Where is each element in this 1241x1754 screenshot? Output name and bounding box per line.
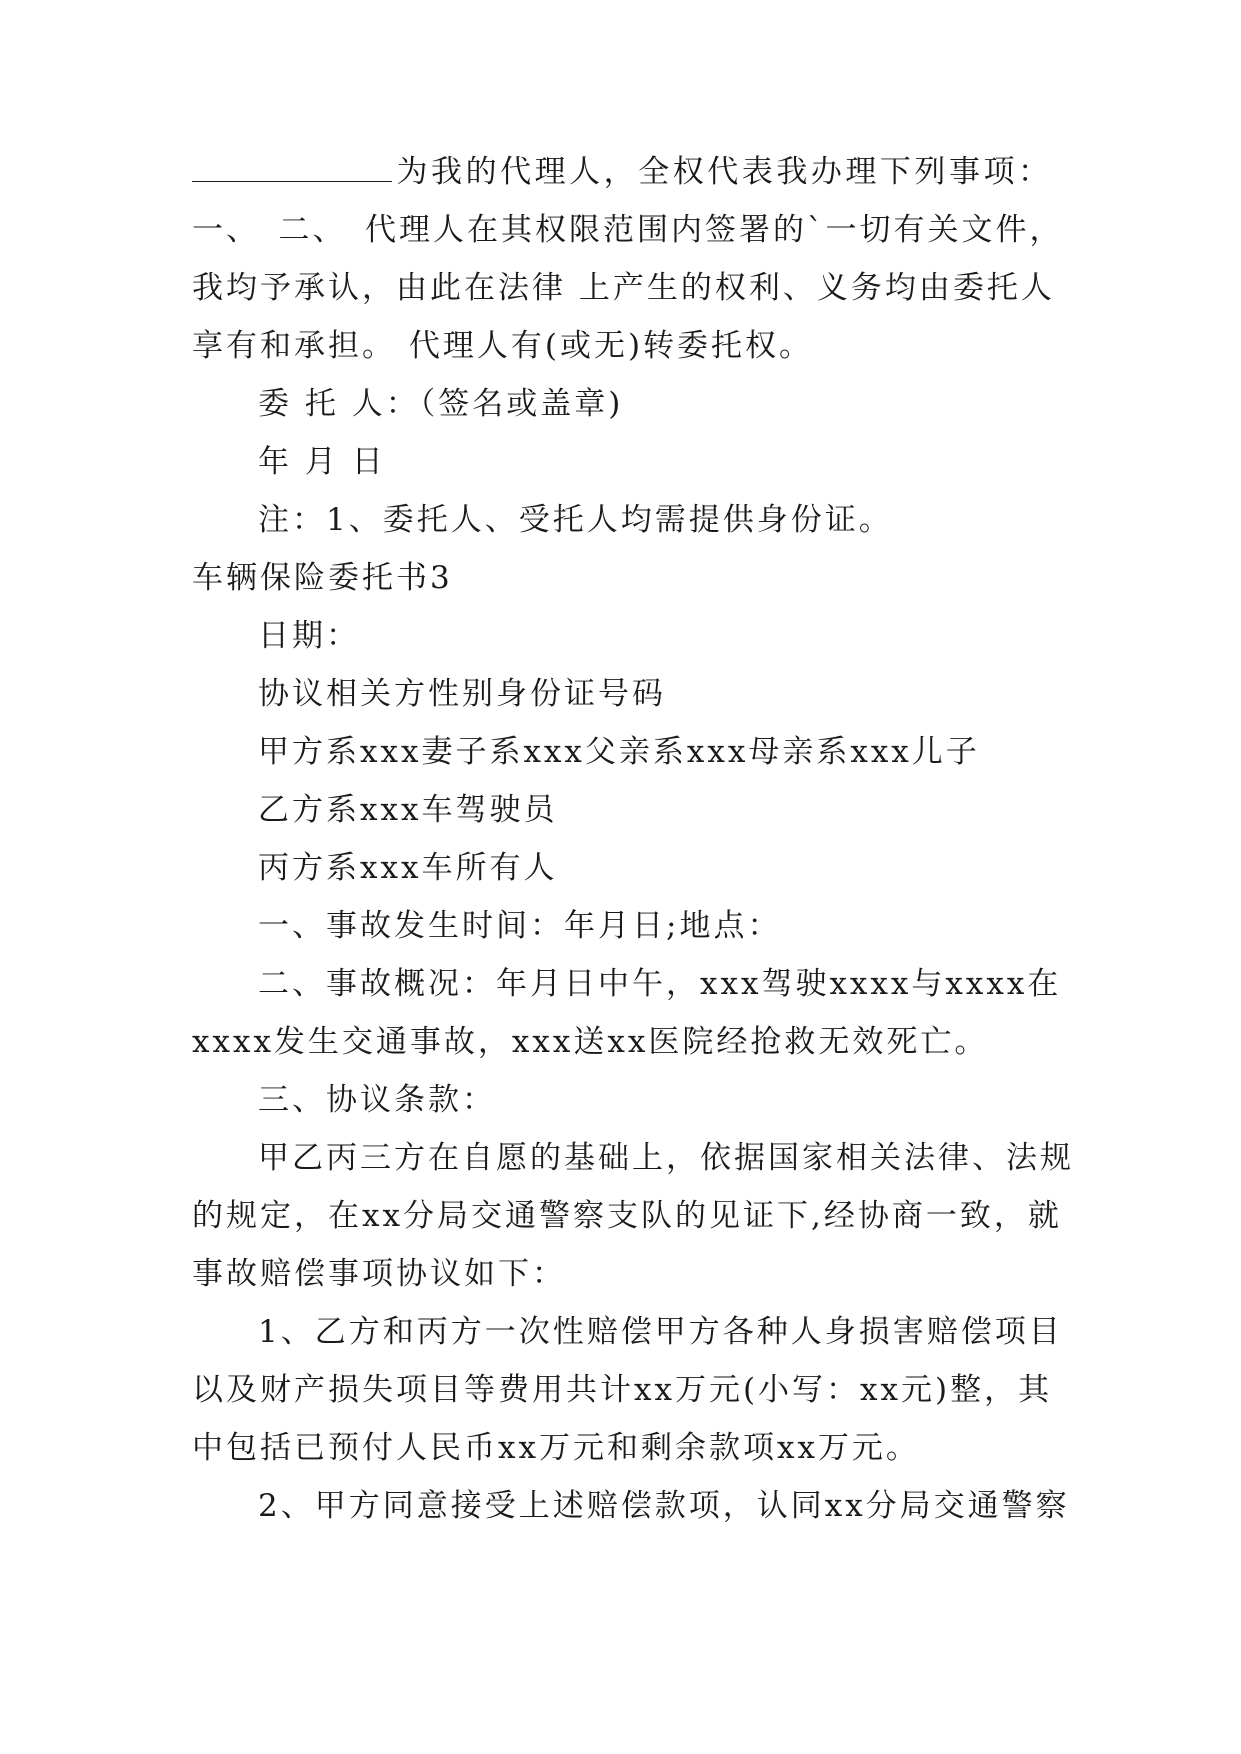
- text-line: 事故赔偿事项协议如下：: [192, 1256, 566, 1292]
- text-line: 1、乙方和丙方一次性赔偿甲方各种人身损害赔偿项目: [258, 1314, 1063, 1350]
- text-line: 的规定，在xx分局交通警察支队的见证下,经协商一致，就: [192, 1198, 1062, 1234]
- text-line: 一、事故发生时间：年月日;地点：: [258, 908, 782, 944]
- text-line: 2、甲方同意接受上述赔偿款项，认同xx分局交通警察: [258, 1488, 1070, 1524]
- text-line: 日期：: [258, 618, 360, 654]
- text-line-content: 为我的代理人，全权代表我办理下列事项：: [396, 154, 1052, 190]
- blank-underline: [192, 153, 392, 182]
- text-line: 甲方系xxx妻子系xxx父亲系xxx母亲系xxx儿子: [258, 734, 980, 770]
- text-line: 委 托 人：（签名或盖章): [258, 386, 624, 422]
- text-line: 丙方系xxx车所有人: [258, 850, 558, 886]
- text-line: 以及财产损失项目等费用共计xx万元(小写：xx元)整，其: [192, 1372, 1053, 1408]
- text-line: 二、事故概况：年月日中午，xxx驾驶xxxx与xxxx在: [258, 966, 1062, 1002]
- text-line: 甲乙丙三方在自愿的基础上，依据国家相关法律、法规: [258, 1140, 1074, 1176]
- text-line: 年 月 日: [258, 444, 386, 480]
- text-line: 一、 二、 代理人在其权限范围内签署的`一切有关文件，: [192, 212, 1064, 248]
- text-line: 协议相关方性别身份证号码: [258, 676, 666, 712]
- text-line: 我均予承认，由此在法律 上产生的权利、义务均由委托人: [192, 270, 1055, 306]
- text-line: 三、协议条款：: [258, 1082, 496, 1118]
- text-line: 中包括已预付人民币xx万元和剩余款项xx万元。: [192, 1430, 920, 1466]
- text-line: xxxx发生交通事故，xxx送xx医院经抢救无效死亡。: [192, 1024, 989, 1060]
- text-line: 乙方系xxx车驾驶员: [258, 792, 558, 828]
- text-line: 注：1、委托人、受托人均需提供身份证。: [258, 502, 893, 538]
- text-line: [192, 152, 1052, 192]
- text-line: 享有和承担。 代理人有(或无)转委托权。: [192, 328, 814, 364]
- section-title: 车辆保险委托书3: [192, 560, 453, 596]
